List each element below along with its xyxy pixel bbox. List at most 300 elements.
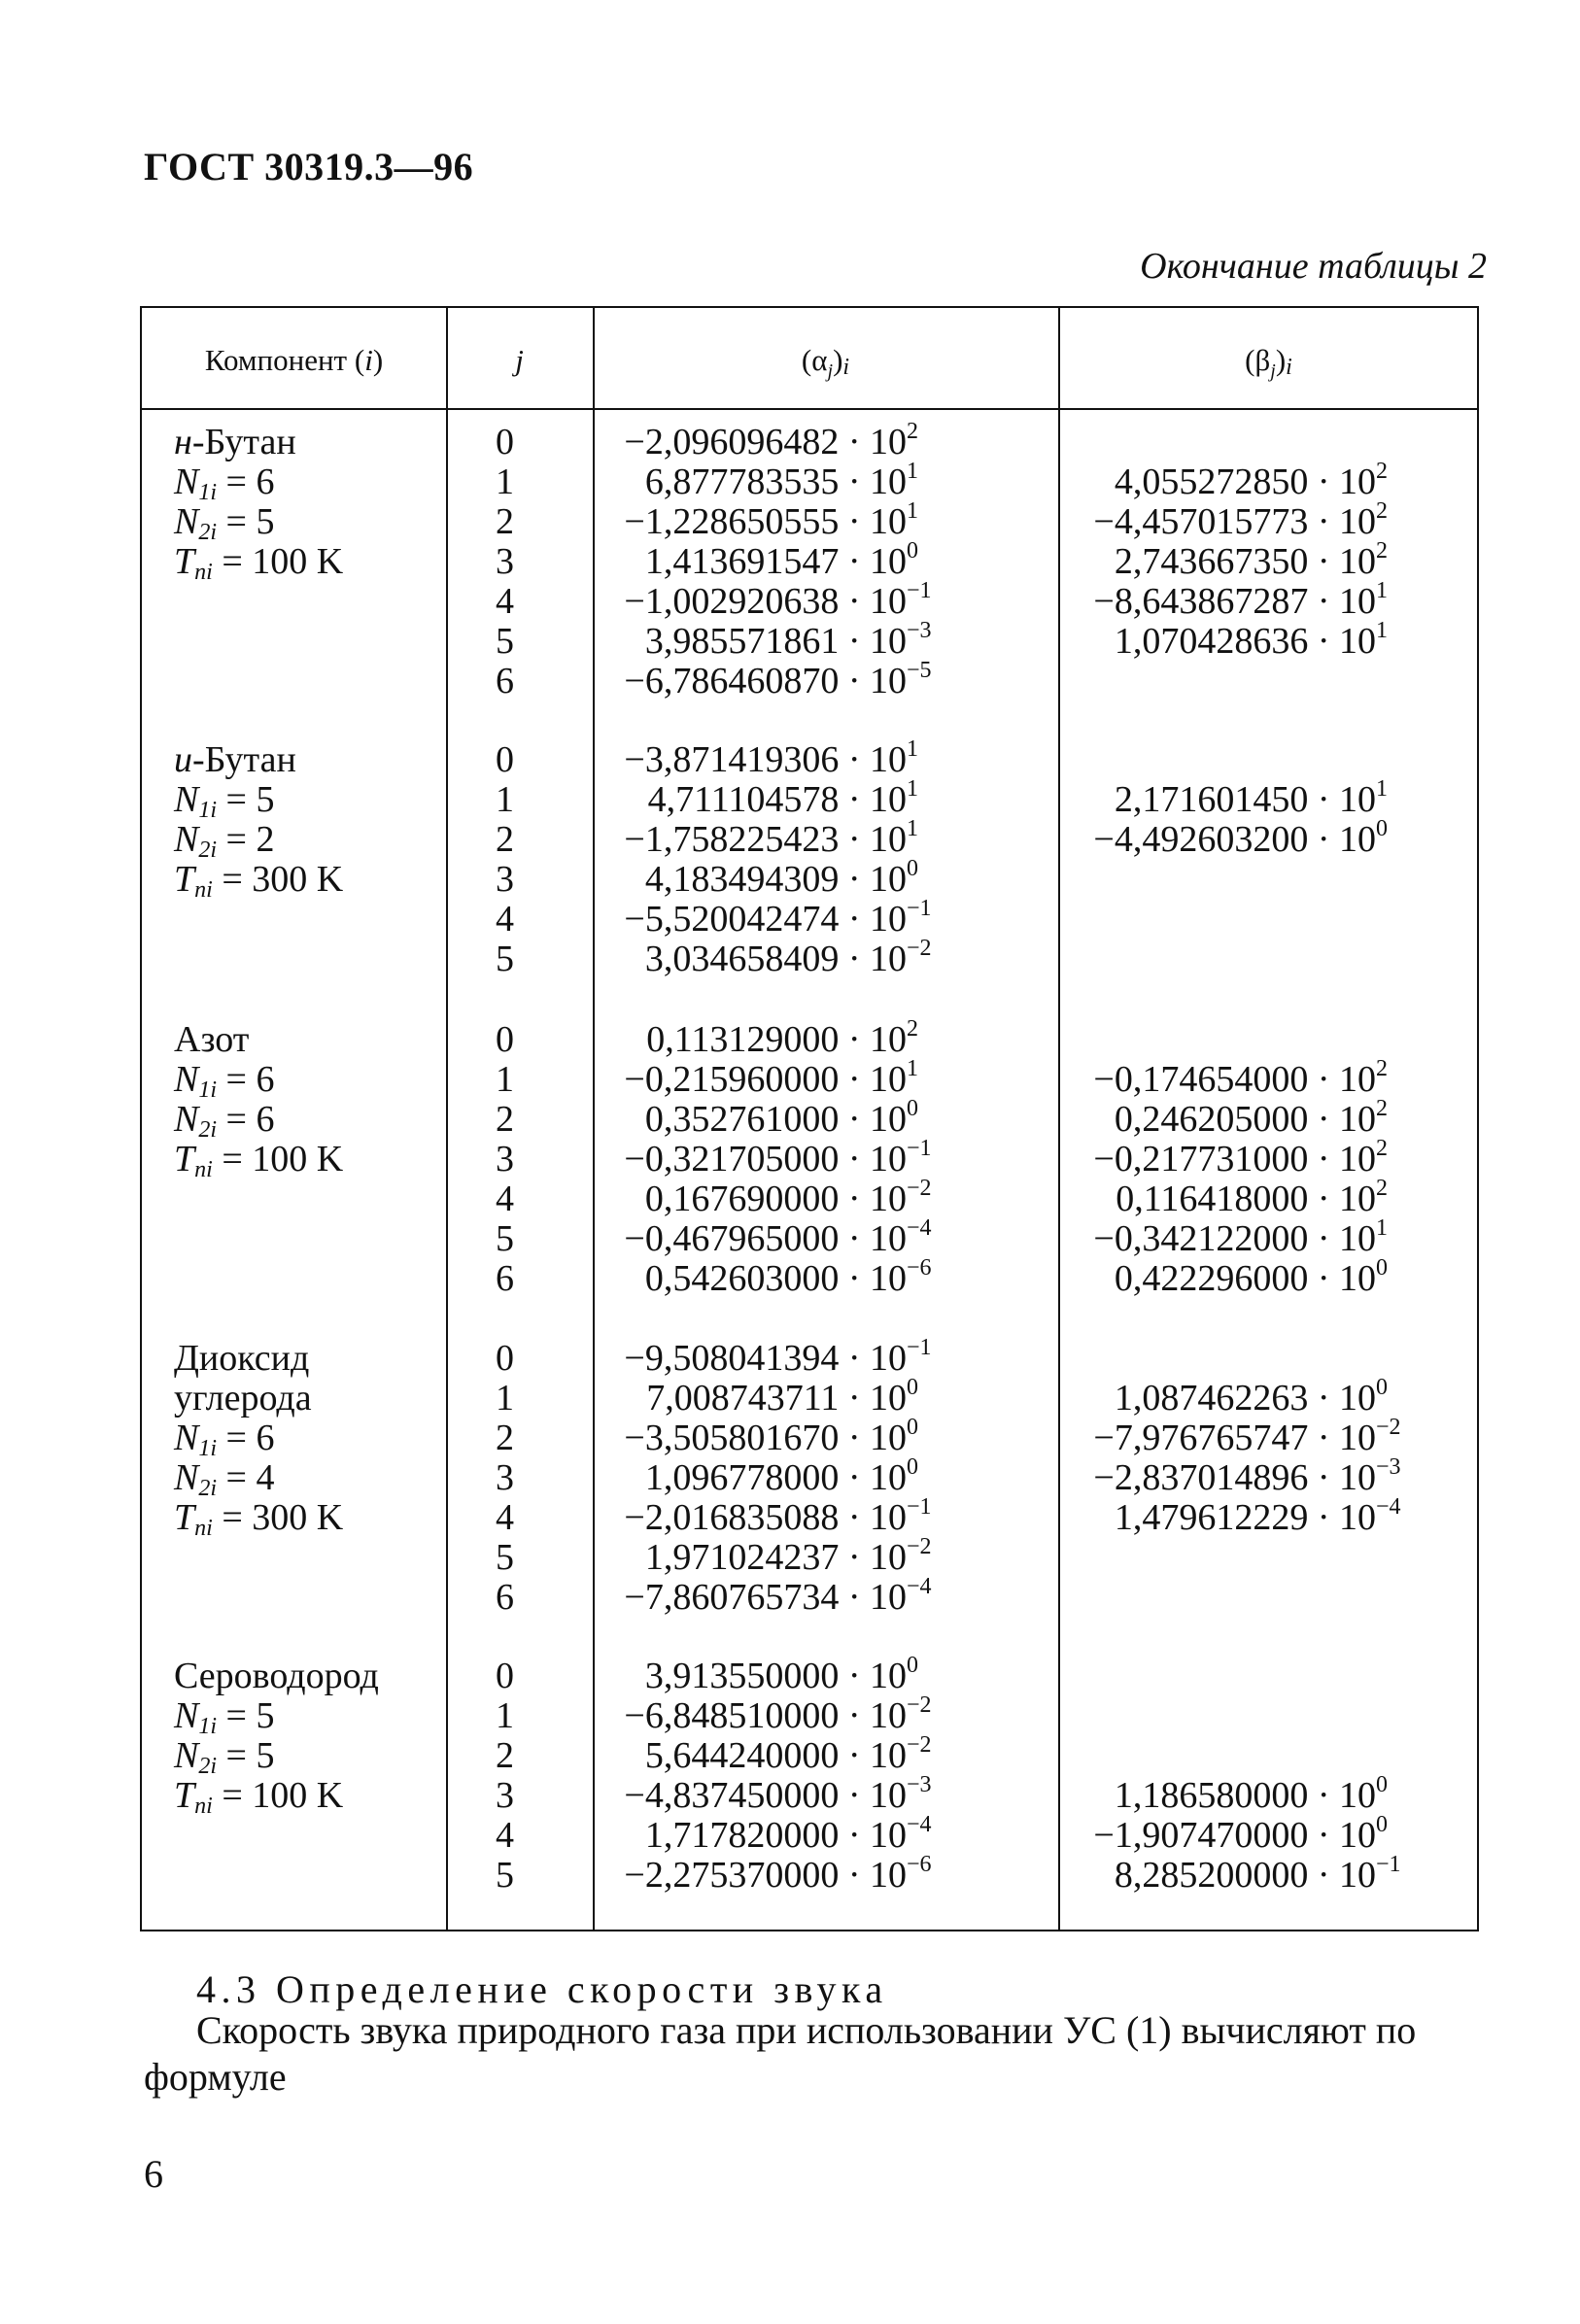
times-ten: · 10 [839,1815,907,1856]
beta-cell [1114,1096,1432,1140]
component-cell: $N_{1i} = 5$ [174,1695,275,1739]
j-cell: 2 [496,819,514,860]
alpha-cell-exponent: −1 [907,896,932,921]
times-ten: · 10 [839,939,907,979]
beta-cell-exponent: 0 [1376,816,1388,841]
times-ten: · 10 [839,621,907,662]
component-cell: углерода [174,1378,312,1418]
component-cell: $N_{1i} = 6$ [174,1418,275,1461]
alpha-cell-exponent: 1 [907,1056,918,1081]
times-ten: · 10 [839,1338,907,1379]
page-number: 6 [144,2152,163,2196]
beta-cell-exponent: −3 [1376,1454,1401,1480]
alpha-cell [624,816,963,860]
alpha-cell-mantissa: 4,711104578 [647,779,840,820]
component-cell: $T_{ni} = 100$ K [174,1775,344,1819]
times-ten: · 10 [1308,1179,1376,1219]
times-ten: · 10 [1308,1099,1376,1140]
alpha-cell-mantissa: 0,113129000 [646,1019,840,1060]
alpha-cell-exponent: 2 [907,1016,918,1042]
beta-cell-exponent: 1 [1376,618,1388,643]
alpha-cell-mantissa: 0,352761000 [644,1099,840,1140]
table-row [142,1852,1477,1896]
beta-cell-exponent: 2 [1376,1176,1388,1201]
table-row [142,459,1477,505]
alpha-cell [624,1574,963,1618]
times-ten: · 10 [839,1218,907,1259]
times-ten: · 10 [1308,541,1376,582]
times-ten: · 10 [839,1179,907,1219]
alpha-cell-exponent: −1 [907,578,932,603]
times-ten: · 10 [1308,1139,1376,1179]
beta-cell [1093,1215,1432,1259]
alpha-cell-exponent: −3 [907,618,932,643]
page-header: ГОСТ 30319.3—96 [144,145,474,188]
beta-cell [1116,1176,1432,1219]
j-cell: 6 [496,1577,514,1618]
alpha-cell [644,936,963,979]
beta-cell-mantissa: 2,171601450 [1114,779,1309,820]
beta-close: ) [1275,343,1287,377]
component-cell: $N_{2i} = 5$ [174,1735,275,1779]
table-row [142,856,1477,903]
alpha-cell-exponent: −1 [907,1335,932,1360]
table-row [142,896,1477,940]
alpha-cell-mantissa: −1,228650555 [624,501,840,542]
beta-cell [1114,459,1432,502]
beta-cell [1093,816,1432,860]
alpha-cell [644,538,963,582]
alpha-cell [624,419,963,462]
alpha-cell-exponent: −2 [907,1732,932,1758]
column-header-component-symbol: i [364,343,373,377]
table-row [142,1732,1477,1779]
beta-cell [1114,1852,1432,1896]
table-row [142,1534,1477,1578]
beta-cell [1114,1375,1432,1418]
j-cell: 4 [496,899,514,940]
alpha-cell [644,459,963,502]
j-cell: 2 [496,1099,514,1140]
alpha-cell-mantissa: −6,786460870 [624,661,840,701]
alpha-cell-exponent: 1 [907,498,918,524]
times-ten: · 10 [1308,1815,1376,1856]
table-row [142,1454,1477,1501]
beta-cell-exponent: 2 [1376,498,1388,524]
times-ten: · 10 [839,1457,907,1498]
component-cell: $N_{1i} = 6$ [174,461,275,505]
alpha-cell-exponent: −4 [907,1574,932,1599]
component-cell: $N_{1i} = 6$ [174,1059,275,1103]
j-cell: 5 [496,621,514,662]
j-cell: 2 [496,1735,514,1776]
beta-cell-mantissa: 4,055272850 [1114,461,1309,502]
beta-cell-mantissa: −4,492603200 [1093,819,1309,860]
times-ten: · 10 [839,1099,907,1140]
alpha-cell-exponent: −2 [907,936,932,961]
beta-cell-mantissa: −4,457015773 [1093,501,1309,542]
table-row [142,658,1477,701]
beta-cell-mantissa: 2,743667350 [1114,541,1309,582]
alpha-cell [644,1812,963,1856]
beta-cell-mantissa: 0,422296000 [1114,1258,1309,1299]
alpha-cell-mantissa: 0,167690000 [644,1179,840,1219]
table-row [142,1574,1477,1618]
j-cell: 4 [496,1179,514,1219]
alpha-i: i [842,355,850,380]
alpha-cell [646,1375,963,1418]
table-row [142,1335,1477,1379]
alpha-cell [624,896,963,940]
component-cell: $N_{2i} = 5$ [174,501,275,545]
beta-cell-exponent: 2 [1376,459,1388,484]
j-cell: 2 [496,1418,514,1458]
times-ten: · 10 [839,779,907,820]
times-ten: · 10 [839,1775,907,1816]
alpha-cell-mantissa: −0,215960000 [624,1059,840,1100]
alpha-cell [624,1136,963,1179]
times-ten: · 10 [1308,581,1376,622]
alpha-cell-mantissa: 6,877783535 [644,461,840,502]
alpha-cell-mantissa: −3,505801670 [624,1418,840,1458]
times-ten: · 10 [839,422,907,462]
times-ten: · 10 [1308,501,1376,542]
j-cell: 5 [496,1537,514,1578]
times-ten: · 10 [839,461,907,502]
j-cell: 1 [496,1059,514,1100]
beta-cell-exponent: 0 [1376,1255,1388,1281]
table-row [142,578,1477,622]
j-cell: 2 [496,501,514,542]
beta-cell-exponent: 1 [1376,776,1388,802]
table-row [142,1056,1477,1103]
j-cell: 6 [496,1258,514,1299]
column-header-j: j [515,343,524,377]
j-cell: 5 [496,1855,514,1896]
table-row [142,1812,1477,1856]
alpha-cell [624,1852,963,1896]
j-cell: 5 [496,939,514,979]
alpha-cell-exponent: −1 [907,1494,932,1520]
alpha-cell-mantissa: −3,871419306 [624,739,840,780]
j-cell: 3 [496,541,514,582]
beta-cell [1114,776,1432,820]
alpha-cell-mantissa: −2,096096482 [624,422,840,462]
component-cell: $N_{2i} = 2$ [174,819,275,863]
table-row [142,1653,1477,1696]
table-row [142,498,1477,545]
beta-cell-mantissa: −8,643867287 [1093,581,1309,622]
alpha-cell-mantissa: −0,321705000 [624,1139,840,1179]
component-cell: $T_{ni} = 100$ K [174,541,344,585]
times-ten: · 10 [839,1656,907,1696]
beta-sub: j [1270,360,1276,383]
body-paragraph-text: Скорость звука природного газа при использовании УС (1) вычисляют по формуле [144,2008,1417,2099]
times-ten: · 10 [839,1735,907,1776]
times-ten: · 10 [1308,621,1376,662]
beta-cell-exponent: 1 [1376,1215,1388,1241]
alpha-cell [624,1215,963,1259]
times-ten: · 10 [1308,1378,1376,1418]
alpha-cell [647,776,963,820]
beta-cell [1093,1454,1432,1498]
j-cell: 0 [496,422,514,462]
alpha-sub: j [827,360,834,383]
alpha-cell [624,1494,963,1538]
alpha-cell [644,1176,963,1219]
j-cell: 3 [496,859,514,900]
beta-cell [1093,498,1432,542]
alpha-cell-mantissa: 3,913550000 [644,1656,840,1696]
alpha-cell [644,856,963,900]
alpha-cell-mantissa: −4,837450000 [624,1775,840,1816]
beta-cell-exponent: 2 [1376,1096,1388,1121]
alpha-cell-exponent: −6 [907,1255,932,1281]
table-row [142,618,1477,662]
alpha-cell-exponent: −5 [907,658,932,683]
beta-cell-mantissa: −7,976765747 [1093,1418,1309,1458]
times-ten: · 10 [839,859,907,900]
times-ten: · 10 [839,899,907,940]
alpha-cell [644,1096,963,1140]
times-ten: · 10 [839,501,907,542]
times-ten: · 10 [839,1139,907,1179]
alpha-cell-mantissa: −2,275370000 [624,1855,840,1896]
header-divider [142,408,1477,410]
times-ten: · 10 [1308,461,1376,502]
alpha-cell [624,498,963,542]
alpha-cell-exponent: −1 [907,1136,932,1161]
alpha-cell [624,1056,963,1100]
table-row [142,736,1477,780]
beta-cell-exponent: 2 [1376,1056,1388,1081]
alpha-cell-mantissa: −1,758225423 [624,819,840,860]
component-cell: $T_{ni} = 300$ K [174,859,344,903]
j-cell: 0 [496,1338,514,1379]
beta-cell-mantissa: 1,070428636 [1114,621,1309,662]
alpha-cell-exponent: 1 [907,459,918,484]
beta-cell-mantissa: 1,479612229 [1114,1497,1309,1538]
times-ten: · 10 [1308,1258,1376,1299]
alpha-cell-mantissa: −5,520042474 [624,899,840,940]
alpha-cell [644,1454,963,1498]
table-caption: Окончание таблицы 2 [1140,246,1487,287]
alpha-cell-exponent: 0 [907,1653,918,1678]
j-cell: 4 [496,581,514,622]
alpha-close: ) [833,343,843,377]
j-cell: 3 [496,1457,514,1498]
component-group [142,1016,1477,1299]
column-header-component-label: Компонент [204,343,348,377]
j-cell: 0 [496,1019,514,1060]
times-ten: · 10 [839,1577,907,1618]
beta-cell-mantissa: −1,907470000 [1093,1815,1309,1856]
alpha-cell-exponent: 0 [907,538,918,564]
alpha-cell-mantissa: −0,467965000 [624,1218,840,1259]
column-header-alpha [593,343,1058,383]
component-group [142,736,1477,979]
alpha-cell-exponent: 0 [907,1454,918,1480]
component-cell: $T_{ni} = 100$ K [174,1139,344,1182]
component-cell: $N_{2i} = 6$ [174,1099,275,1143]
alpha-cell [644,618,963,662]
alpha-cell [624,1415,963,1458]
component-cell: Диоксид [174,1338,310,1379]
beta-cell-exponent: 2 [1376,538,1388,564]
j-cell: 0 [496,1656,514,1696]
beta-cell-exponent: 1 [1376,578,1388,603]
coefficients-table [140,306,1479,1931]
times-ten: · 10 [839,1855,907,1896]
alpha-cell [624,1335,963,1379]
beta-cell-exponent: 0 [1376,1375,1388,1400]
component-group [142,419,1477,701]
beta-cell [1114,1772,1432,1816]
alpha-cell-mantissa: −1,002920638 [624,581,840,622]
j-cell: 1 [496,1695,514,1736]
beta-cell-mantissa: 8,285200000 [1114,1855,1309,1896]
component-group [142,1335,1477,1618]
j-cell: 4 [496,1815,514,1856]
times-ten: · 10 [1308,819,1376,860]
alpha-cell-mantissa: 1,413691547 [644,541,840,582]
times-ten: · 10 [839,1418,907,1458]
alpha-cell-mantissa: 3,985571861 [644,621,840,662]
alpha-cell [624,1692,963,1736]
j-cell: 1 [496,779,514,820]
table-row [142,936,1477,979]
component-cell: Азот [174,1019,250,1060]
j-cell: 3 [496,1775,514,1816]
times-ten: · 10 [839,1537,907,1578]
component-cell: $N_{2i} = 4$ [174,1457,275,1501]
table-row [142,1375,1477,1418]
times-ten: · 10 [839,1497,907,1538]
alpha-label: (α [801,343,828,377]
table-row [142,1494,1477,1541]
alpha-cell-exponent: −2 [907,1176,932,1201]
component-cell: н-Бутан [174,422,296,462]
alpha-cell-exponent: −3 [907,1772,932,1797]
beta-label: (β [1245,343,1271,377]
beta-cell [1093,1812,1432,1856]
table-row [142,1692,1477,1739]
component-cell: $N_{1i} = 5$ [174,779,275,823]
alpha-cell-mantissa: 3,034658409 [644,939,840,979]
body-paragraph [144,2007,1485,2101]
beta-cell [1093,578,1432,622]
alpha-cell-mantissa: 1,971024237 [644,1537,840,1578]
alpha-cell [646,1016,963,1060]
times-ten: · 10 [1308,1418,1376,1458]
alpha-cell-mantissa: −7,860765734 [624,1577,840,1618]
alpha-cell [644,1534,963,1578]
times-ten: · 10 [839,661,907,701]
times-ten: · 10 [1308,1218,1376,1259]
beta-cell-mantissa: −0,174654000 [1093,1059,1309,1100]
beta-cell [1093,1415,1432,1458]
alpha-cell [644,1653,963,1696]
beta-cell-exponent: −4 [1376,1494,1401,1520]
table-row [142,1016,1477,1060]
times-ten: · 10 [839,819,907,860]
alpha-cell [624,1772,963,1816]
j-cell: 0 [496,739,514,780]
times-ten: · 10 [839,581,907,622]
beta-cell [1114,618,1432,662]
table-row [142,1772,1477,1819]
alpha-cell-mantissa: −2,016835088 [624,1497,840,1538]
alpha-cell-mantissa: 7,008743711 [646,1378,840,1418]
j-cell: 3 [496,1139,514,1179]
column-header-beta [1058,343,1479,383]
column-header-component: Компонент (i) [204,343,384,377]
alpha-cell-exponent: 2 [907,419,918,444]
alpha-cell-exponent: −2 [907,1692,932,1718]
times-ten: · 10 [1308,1775,1376,1816]
beta-i: i [1286,355,1292,380]
times-ten: · 10 [839,1258,907,1299]
times-ten: · 10 [1308,1059,1376,1100]
j-cell: 1 [496,461,514,502]
beta-cell-mantissa: 0,116418000 [1116,1179,1309,1219]
table-row [142,1176,1477,1219]
times-ten: · 10 [839,1378,907,1418]
beta-cell-exponent: −1 [1376,1852,1401,1877]
alpha-cell-exponent: 1 [907,816,918,841]
table-row [142,1096,1477,1143]
times-ten: · 10 [1308,1855,1376,1896]
alpha-cell-mantissa: −6,848510000 [624,1695,840,1736]
alpha-cell-exponent: −4 [907,1812,932,1837]
beta-cell-mantissa: −0,342122000 [1093,1218,1309,1259]
alpha-cell [644,1255,963,1299]
section-title: 4.3 Определение скорости звука [196,1967,888,2011]
times-ten: · 10 [839,1059,907,1100]
times-ten: · 10 [1308,1497,1376,1538]
table-row [142,776,1477,823]
alpha-cell [624,578,963,622]
times-ten: · 10 [1308,1457,1376,1498]
table-row [142,419,1477,462]
times-ten: · 10 [839,1019,907,1060]
component-cell: Сероводород [174,1656,379,1696]
alpha-cell-mantissa: 0,542603000 [644,1258,840,1299]
beta-cell [1114,1494,1432,1538]
times-ten: · 10 [839,1695,907,1736]
alpha-cell-exponent: 0 [907,856,918,881]
j-cell: 4 [496,1497,514,1538]
times-ten: · 10 [1308,779,1376,820]
alpha-cell-exponent: 0 [907,1415,918,1440]
beta-cell-exponent: −2 [1376,1415,1401,1440]
beta-cell [1114,538,1432,582]
alpha-cell-exponent: 1 [907,736,918,762]
table-row [142,816,1477,863]
component-group [142,1653,1477,1896]
beta-cell-mantissa: 0,246205000 [1114,1099,1309,1140]
j-cell: 5 [496,1218,514,1259]
table-row [142,1255,1477,1299]
alpha-cell-exponent: 1 [907,776,918,802]
alpha-cell-exponent: −6 [907,1852,932,1877]
beta-cell [1114,1255,1432,1299]
alpha-cell-exponent: −4 [907,1215,932,1241]
alpha-cell-mantissa: −9,508041394 [624,1338,840,1379]
alpha-cell-mantissa: 4,183494309 [644,859,840,900]
beta-cell-exponent: 0 [1376,1812,1388,1837]
beta-cell [1093,1056,1432,1100]
